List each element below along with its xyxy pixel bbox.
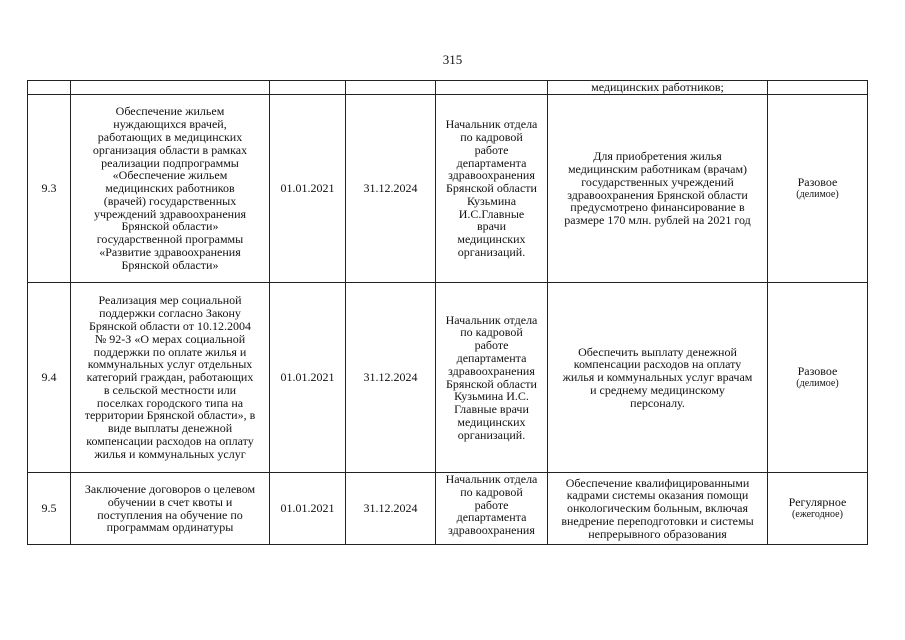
- type-note: (делимое): [796, 377, 839, 389]
- type-cell: [768, 283, 868, 473]
- type-note: (делимое): [796, 188, 839, 200]
- table-row: [28, 95, 868, 283]
- start-date: 01.01.2021: [270, 473, 346, 545]
- page-number: 315: [442, 52, 463, 67]
- carry-over-text: медицинских работников;: [548, 81, 768, 95]
- activity-cell: Обеспечение жильем нуждающихся врачей, работающих в медицинских организация области в рамках реализации подпрограммы «Обеспечение жильем медицинских работников (врачей) государственных учреждений здравоохранения Брянской области» государственной программы «Развитие здравоохранения Брянской области»: [71, 95, 270, 283]
- carry-over-row: [28, 81, 868, 95]
- type-label: Регулярное: [788, 494, 847, 509]
- type-note: (ежегодное): [792, 508, 843, 520]
- start-date: 01.01.2021: [270, 283, 346, 473]
- start-date: 01.01.2021: [270, 95, 346, 283]
- activity-cell: Заключение договоров о целевом обучении в счет квоты и поступления на обучение по программам ординатуры: [71, 473, 270, 545]
- result-cell: Для приобретения жилья медицинским работникам (врачам) государственных учреждений здравоохранения Брянской области предусмотрено финансирование в размере 170 млн. рублей на 2021 год: [548, 95, 768, 283]
- result-cell: Обеспечение квалифицированными кадрами системы оказания помощи онкологическим больным, включая внедрение переподготовки и системы непрерывного образования: [548, 473, 768, 545]
- type-label: Разовое: [797, 363, 838, 378]
- table-row: [28, 283, 868, 473]
- responsible-cell: Начальник отдела по кадровой работе департамента здравоохранения: [436, 473, 548, 545]
- result-cell: Обеспечить выплату денежной компенсации расходов на оплату жилья и коммунальных услуг врачам и среднему медицинскому персоналу.: [548, 283, 768, 473]
- activity-cell: Реализация мер социальной поддержки согласно Закону Брянской области от 10.12.2004 № 92-З «О мерах социальной поддержки по оплате жилья и коммунальных услуг отдельных категорий граждан, работающих в сельской местности или поселках городского типа на территории Брянской области», в виде выплаты денежной компенсации расходов на оплату жилья и коммунальных услуг: [71, 283, 270, 473]
- row-number: 9.3: [28, 95, 71, 283]
- row-number: 9.4: [28, 283, 71, 473]
- type-cell: [768, 95, 868, 283]
- row-number: 9.5: [28, 473, 71, 545]
- type-label: Разовое: [797, 174, 838, 189]
- table-row: [28, 473, 868, 545]
- responsible-cell: Начальник отдела по кадровой работе департамента здравоохранения Брянской области Кузьмина И.С.Главные врачи медицинских организаций.: [436, 95, 548, 283]
- plan-table: [27, 80, 868, 545]
- type-cell: [768, 473, 868, 545]
- end-date: 31.12.2024: [346, 473, 436, 545]
- end-date: 31.12.2024: [346, 95, 436, 283]
- responsible-cell: Начальник отдела по кадровой работе департамента здравоохранения Брянской области Кузьмина И.С. Главные врачи медицинских организаций.: [436, 283, 548, 473]
- end-date: 31.12.2024: [346, 283, 436, 473]
